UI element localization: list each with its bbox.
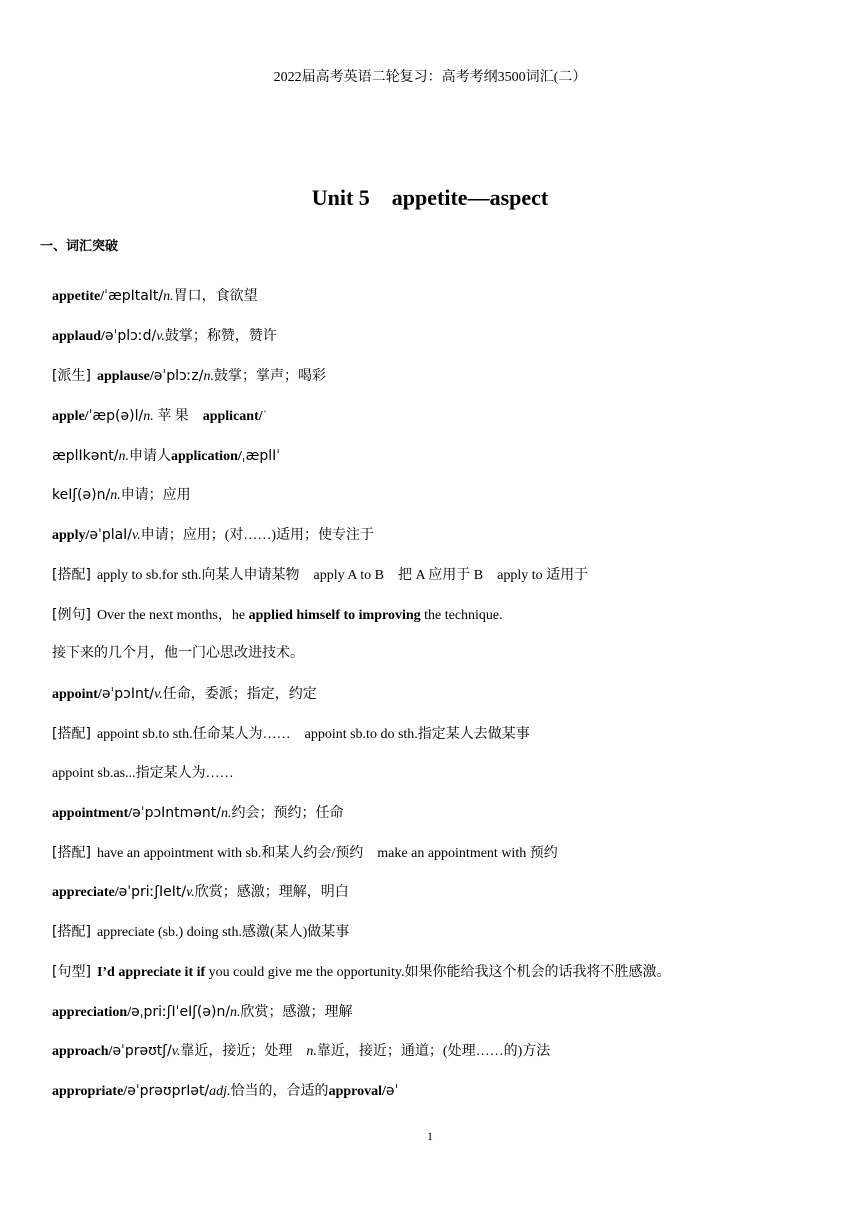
sentence-pattern-appreciate	[52, 962, 671, 983]
meaning: 申请；应用	[120, 488, 191, 503]
meaning: 鼓掌；称赞，赞许	[164, 329, 277, 344]
collocation: apply to 适用于	[497, 568, 589, 583]
part-of-speech: v.	[156, 329, 165, 344]
collocation: appreciate (sb.) doing sth.感激(某人)做某事	[96, 925, 350, 940]
entry-apply	[52, 525, 374, 546]
phonetic: əˈpɔIntmənt/	[132, 805, 221, 821]
meaning: 鼓掌；掌声；喝彩	[213, 369, 326, 384]
collocation-tag: [搭配]	[52, 567, 91, 583]
pattern-text: you could give me the opportunity.如果你能给我这个机会的话我将不胜感激。	[205, 965, 671, 980]
entry-approach	[52, 1041, 550, 1062]
entry-appropriate	[52, 1081, 398, 1102]
pattern-tag: [句型]	[52, 964, 91, 980]
collocation: make an appointment with 预约	[377, 846, 558, 861]
part-of-speech: v.	[132, 528, 141, 543]
page-header: 2022届高考英语二轮复习：高考考纲3500词汇(二）	[273, 70, 587, 85]
collocation-tag: [搭配]	[52, 845, 91, 861]
headword: appreciation/	[52, 1005, 132, 1020]
part-of-speech: v.	[186, 885, 195, 900]
headword: application/	[170, 449, 242, 464]
example-translation: 接下来的几个月，他一门心思改进技术。	[52, 646, 304, 661]
collocation-appointment	[52, 843, 558, 864]
entry-appetite	[52, 286, 258, 307]
collocation-apply	[52, 565, 588, 586]
phonetic: əˌpriːʃIˈeIʃ(ə)n/	[131, 1004, 231, 1020]
entry-applicant-cont	[52, 446, 280, 467]
phonetic: æplIkənt/	[52, 448, 119, 464]
headword: appropriate/	[52, 1084, 128, 1099]
headword: applicant/ˈ	[202, 409, 268, 424]
phonetic: əˈ	[385, 1083, 399, 1099]
phonetic: ˌæplIˈ	[241, 448, 281, 464]
meaning: 欣赏；感激；理解	[240, 1005, 353, 1020]
part-of-speech: n.	[163, 289, 174, 304]
meaning: 申请；应用；(对……)适用；使专注于	[140, 528, 375, 543]
entry-applause	[52, 366, 326, 387]
part-of-speech: v.	[171, 1044, 181, 1059]
derivation-tag: [派生]	[52, 368, 91, 384]
entry-appreciation	[52, 1002, 353, 1023]
phonetic: keIʃ(ə)n/	[52, 487, 111, 503]
meaning: 恰当的，合适的	[230, 1084, 329, 1099]
part-of-speech: v.	[154, 687, 163, 702]
meaning: 欣赏；感激；理解，明白	[194, 885, 349, 900]
phonetic: əˈplɔːd/	[104, 328, 157, 344]
entry-appreciate	[52, 882, 349, 903]
example-apply	[52, 605, 503, 626]
headword: appointment/	[52, 806, 133, 821]
meaning: 任命，委派；指定，约定	[162, 687, 317, 702]
meaning: 靠近，接近；通道；(处理……的)方法	[316, 1044, 551, 1059]
headword: apple/	[52, 409, 89, 424]
part-of-speech: n.	[306, 1044, 317, 1059]
example-tag: [例句]	[52, 607, 91, 623]
phonetic: əˈprəʊprIət/	[127, 1083, 210, 1099]
headword: applaud/	[52, 329, 105, 344]
collocation-appoint	[52, 724, 530, 745]
part-of-speech: n.	[110, 488, 121, 503]
phonetic: əˈpriːʃIeIt/	[118, 884, 187, 900]
collocation: appoint sb.to do sth.指定某人去做某事	[304, 727, 530, 742]
headword: applause/	[96, 369, 154, 384]
phonetic: əˈplɔːz/	[153, 368, 204, 384]
collocation: appoint sb.to sth.任命某人为……	[96, 727, 291, 742]
example-text: Over the next months，he	[96, 608, 249, 623]
collocation-tag: [搭配]	[52, 726, 91, 742]
phonetic: ˈæpItaIt/	[104, 288, 164, 304]
part-of-speech: n.	[221, 806, 232, 821]
entry-application-cont	[52, 485, 191, 506]
phonetic: əˈpɔInt/	[101, 686, 155, 702]
example-text: the technique.	[420, 608, 503, 623]
phonetic: ˈæp(ə)l/	[88, 408, 144, 424]
part-of-speech: n.	[230, 1005, 241, 1020]
page-number: 1	[427, 1129, 433, 1143]
headword: approach/	[52, 1044, 113, 1059]
meaning: 约会；预约；任命	[231, 806, 344, 821]
section-heading: 一、词汇突破	[40, 239, 119, 254]
part-of-speech: n.	[118, 449, 129, 464]
collocation: have an appointment with sb.和某人约会/预约	[96, 846, 364, 861]
entry-apple	[52, 406, 267, 427]
headword: appetite/	[52, 289, 105, 304]
part-of-speech: n.	[203, 369, 214, 384]
collocation: apply to sb.for sth.向某人申请某物	[96, 568, 300, 583]
part-of-speech: adj.	[209, 1084, 231, 1099]
headword: approval/	[328, 1084, 386, 1099]
headword: appreciate/	[52, 885, 119, 900]
phonetic: əˈplaI/	[89, 527, 133, 543]
entry-appointment	[52, 803, 344, 824]
part-of-speech: n.	[143, 409, 154, 424]
headword: apply/	[52, 528, 90, 543]
collocation-appoint-as: appoint sb.as...指定某人为……	[52, 766, 234, 781]
meaning: 胃口，食欲望	[173, 289, 258, 304]
pattern-highlight: I’d appreciate it if	[96, 965, 206, 980]
unit-title: Unit 5 appetite—aspect	[311, 185, 549, 210]
meaning: 靠近，接近；处理	[180, 1044, 293, 1059]
collocation: apply A to B 把 A 应用于 B	[313, 568, 484, 583]
headword: appoint/	[52, 687, 102, 702]
phonetic: əˈprəʊtʃ/	[112, 1043, 172, 1059]
collocation-appreciate	[52, 922, 349, 943]
meaning: 申请人	[128, 449, 171, 464]
meaning: 苹 果	[157, 409, 189, 424]
entry-appoint	[52, 684, 317, 705]
entry-applaud	[52, 326, 277, 347]
example-highlight: applied himself to improving	[248, 608, 421, 623]
collocation-tag: [搭配]	[52, 924, 91, 940]
